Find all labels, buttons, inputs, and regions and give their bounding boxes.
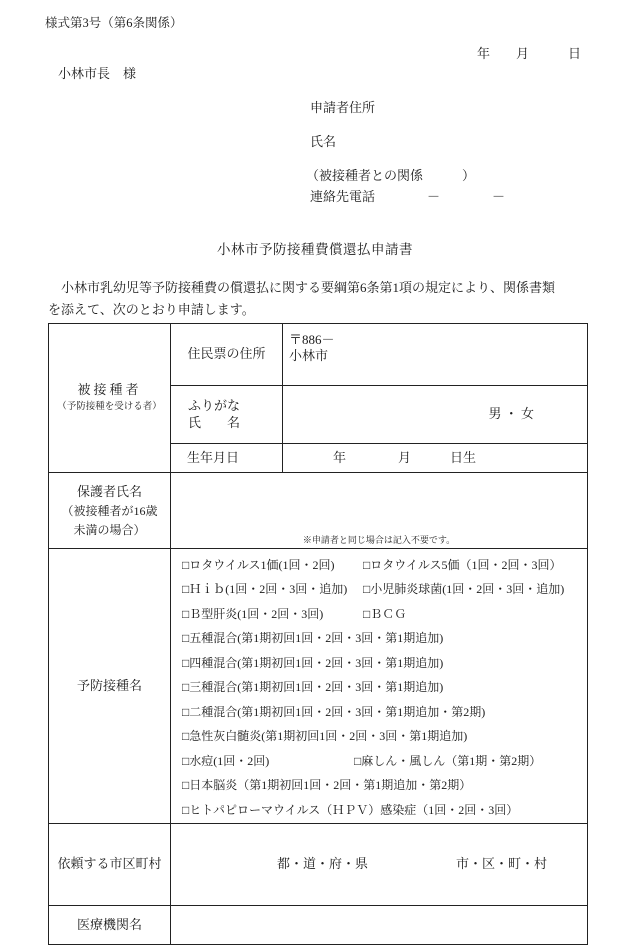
applicant-name-label: 氏名 — [310, 134, 337, 149]
checkbox-icon: □ — [182, 704, 190, 719]
checkbox-icon: □ — [182, 655, 190, 670]
medical-institution-label: 医療機関名 — [49, 905, 171, 944]
checkbox-icon: □ — [363, 582, 371, 597]
vaccine-line — [182, 578, 587, 603]
vaccine-names-label: 予防接種名 — [49, 549, 171, 824]
city-options: 市・区・町・村 — [455, 856, 547, 871]
form-title: 小林市予防接種費償還払申請書 — [217, 242, 413, 257]
checkbox-icon: □ — [182, 606, 190, 621]
vaccine-options-cell — [171, 549, 588, 824]
medical-institution-value-cell — [171, 905, 588, 944]
guardian-label-line3: 未満の場合） — [73, 523, 146, 537]
vaccine-line — [182, 676, 587, 701]
city-value: 小林市 — [289, 348, 329, 364]
postal-code-value: 〒886－ — [289, 332, 335, 347]
municipality-label: 依頼する市区町村 — [49, 823, 171, 905]
checkbox-icon: □ — [182, 753, 190, 768]
relation-label: （被接種者との関係 ） — [306, 168, 476, 183]
vaccine-option-label: 麻しん・風しん（第1期・第2期） — [361, 753, 542, 768]
vaccine-option-label: 急性灰白髄炎(第1期初回1回・2回・3回・第1期追加) — [189, 729, 468, 744]
vaccine-option-label: 三種混合(第1期初回1回・2回・3回・第1期追加) — [189, 680, 444, 695]
intro-line-2: を添えて、次のとおり申請します。 — [48, 302, 255, 317]
addressee: 小林市長 様 — [58, 66, 137, 81]
vaccine-line — [182, 725, 587, 750]
resident-address-value-cell — [283, 324, 588, 386]
prefecture-options: 都・道・府・県 — [277, 856, 369, 871]
vaccine-option-label: Ｈｉｂ(1回・2回・3回・追加) — [189, 582, 348, 597]
date-line: 年 月 日 — [477, 46, 582, 61]
birthdate-fields: 年 月 日生 — [283, 444, 588, 473]
guardian-note: ※申請者と同じ場合は記入不要です。 — [302, 534, 456, 545]
vaccine-option-label: Ｂ型肝炎(1回・2回・3回) — [189, 606, 324, 621]
vaccine-option-label: 小児肺炎球菌(1回・2回・3回・追加) — [370, 582, 565, 597]
checkbox-icon: □ — [182, 582, 190, 597]
vaccine-option-label: ヒトパピローマウイルス（ＨＰＶ）感染症（1回・2回・3回） — [189, 802, 519, 817]
phone-label: 連絡先電話 － － — [310, 189, 506, 204]
vaccine-option-label: ロタウイルス1価(1回・2回) — [189, 557, 335, 572]
checkbox-icon: □ — [363, 557, 371, 572]
checkbox-icon: □ — [182, 680, 190, 695]
municipality-value-cell — [171, 823, 588, 905]
vaccine-line — [182, 700, 587, 725]
vaccine-line — [182, 774, 587, 799]
checkbox-icon: □ — [182, 729, 190, 744]
name-label-cell — [171, 386, 283, 444]
checkbox-icon: □ — [363, 606, 371, 621]
vaccine-option-label: ＢＣＧ — [370, 606, 407, 621]
vaccine-line — [182, 627, 587, 652]
vaccine-option-label: 日本脳炎（第1期初回1回・2回・第1期追加・第2期） — [189, 778, 472, 793]
vaccine-line — [182, 798, 587, 823]
checkbox-icon: □ — [182, 802, 190, 817]
vaccine-option-label: 二種混合(第1期初回1回・2回・3回・第1期追加・第2期) — [189, 704, 486, 719]
name-label: 氏 名 — [188, 414, 241, 430]
applicant-address-label: 申請者住所 — [310, 100, 376, 115]
vaccine-line — [182, 553, 587, 578]
vaccine-line — [182, 602, 587, 627]
vaccine-option-label: 水痘(1回・2回) — [189, 753, 270, 768]
vaccine-line — [182, 749, 587, 774]
checkbox-icon: □ — [182, 631, 190, 646]
vaccine-option-label: 四種混合(第1期初回1回・2回・3回・第1期追加) — [189, 655, 444, 670]
vaccine-option-label: ロタウイルス5価（1回・2回・3回） — [370, 557, 562, 572]
checkbox-icon: □ — [182, 778, 190, 793]
guardian-label-line2: （被接種者が16歳 — [61, 504, 158, 518]
vaccine-line — [182, 651, 587, 676]
intro-line-1: 小林市乳幼児等予防接種費の償還払に関する要綱第6条第1項の規定により、関係書類 — [48, 280, 556, 295]
guardian-label: 保護者氏名 — [76, 484, 142, 499]
vaccinee-label-cell — [49, 324, 171, 473]
checkbox-icon: □ — [182, 557, 190, 572]
vaccinee-sublabel: （予防接種を受ける者） — [57, 401, 162, 412]
resident-address-label: 住民票の住所 — [171, 324, 283, 386]
furigana-label: ふりがな — [188, 398, 241, 414]
sex-options: 男 ・ 女 — [283, 386, 588, 444]
guardian-name-input-area — [171, 473, 588, 549]
checkbox-icon: □ — [354, 753, 362, 768]
vaccinee-label: 被接種者 — [77, 382, 142, 398]
birthdate-label: 生年月日 — [171, 444, 283, 473]
guardian-label-cell — [49, 473, 171, 549]
application-table — [48, 323, 588, 945]
vaccine-option-label: 五種混合(第1期初回1回・2回・3回・第1期追加) — [189, 631, 444, 646]
form-number: 様式第3号（第6条関係） — [45, 16, 183, 30]
